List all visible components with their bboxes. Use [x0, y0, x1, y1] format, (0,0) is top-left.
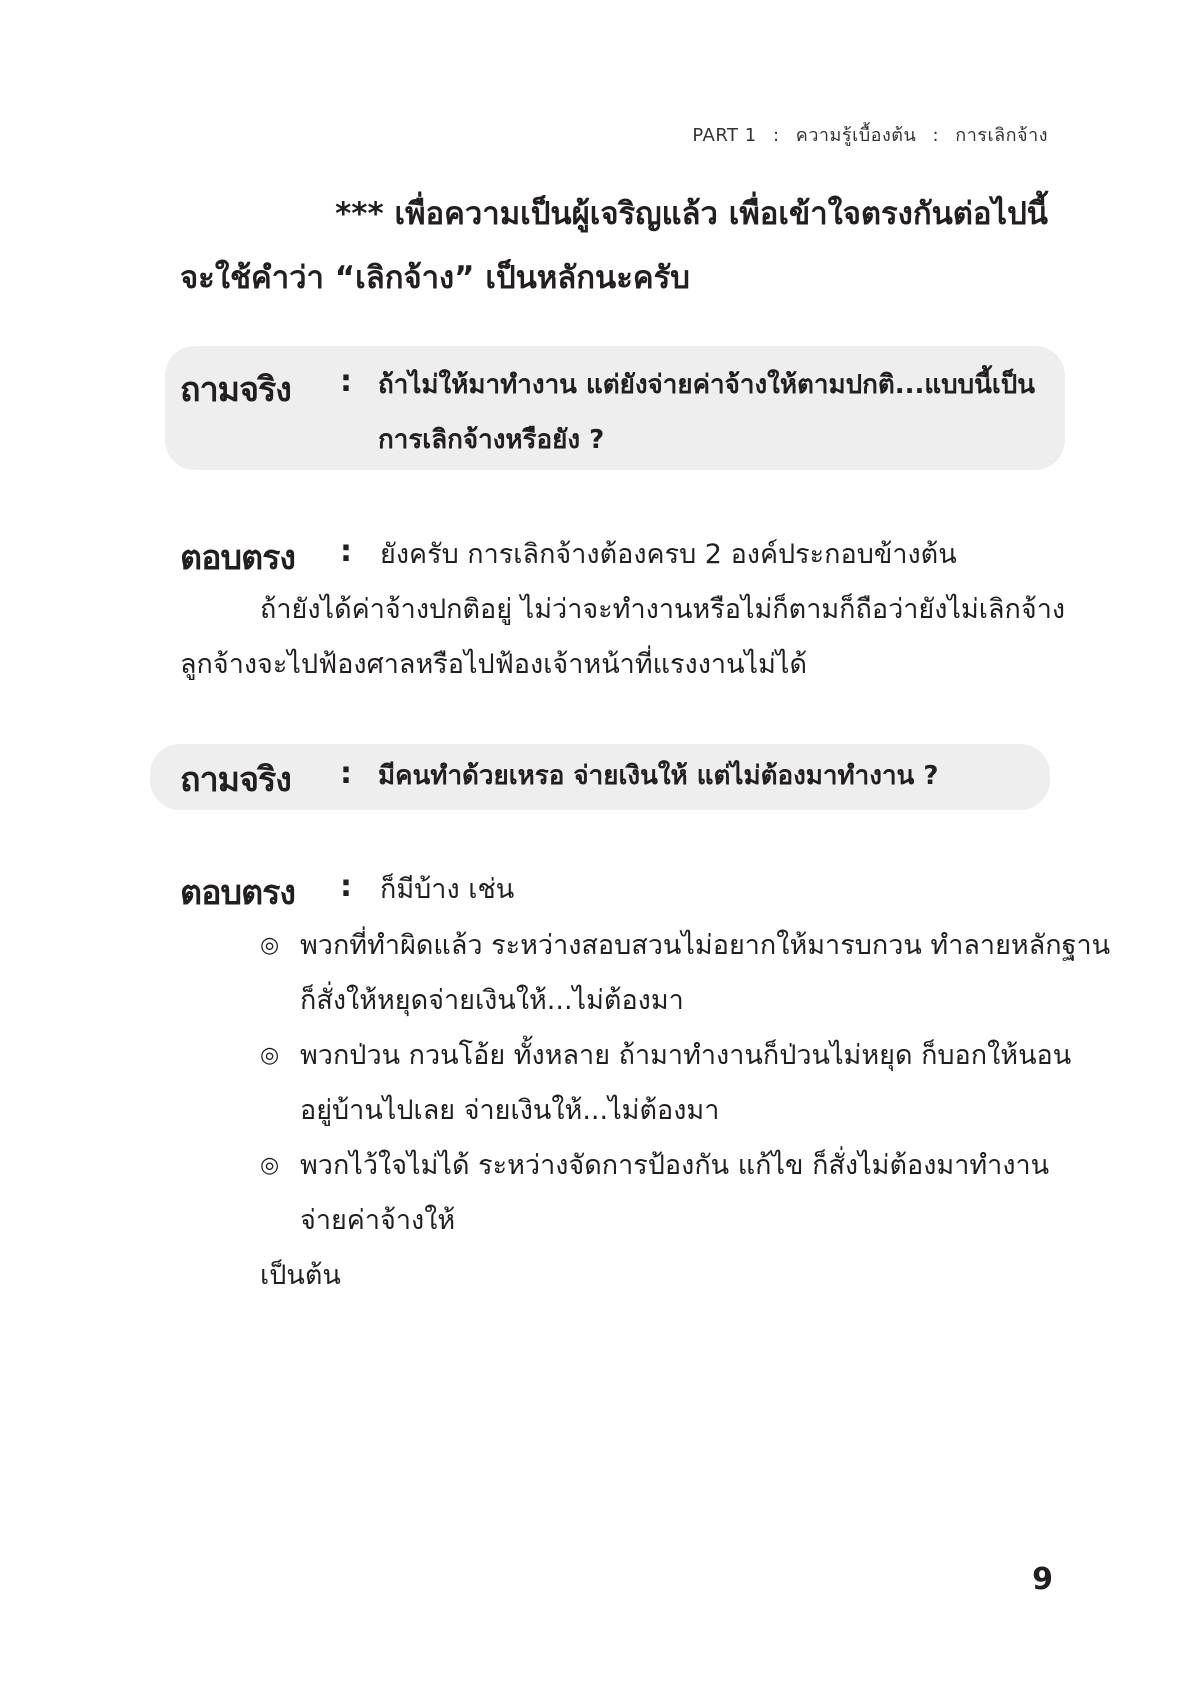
list-item-line-1: พวกที่ทำผิดแล้ว ระหว่างสอบสวนไม่อยากให้มารบกวน ทำลายหลักฐาน [300, 930, 1111, 961]
answer-text-line-1: ยังครับ การเลิกจ้างต้องครบ 2 องค์ประกอบข้างต้น [380, 539, 957, 570]
header-part: PART 1 [692, 125, 757, 146]
intro-line-1: *** เพื่อความเป็นผู้เจริญแล้ว เพื่อเข้าใจตรงกันต่อไปนี้ [335, 196, 1048, 232]
list-item-line-2: จ่ายค่าจ้างให้ [300, 1205, 456, 1236]
question-text: มีคนทำด้วยเหรอ จ่ายเงินให้ แต่ไม่ต้องมาทำงาน ? [378, 761, 939, 791]
answer-label: ตอบตรง [180, 873, 296, 913]
question-colon: : [340, 756, 352, 791]
bullet-icon: ◎ [260, 1043, 280, 1068]
answer-text-line-3: ลูกจ้างจะไปฟ้องศาลหรือไปฟ้องเจ้าหน้าที่แรงงานไม่ได้ [180, 649, 808, 680]
header-section: ความรู้เบื้องต้น [795, 125, 917, 146]
intro-paragraph [180, 182, 1048, 310]
answer-colon: : [340, 534, 352, 569]
bullet-icon: ◎ [260, 933, 280, 958]
list-item-line-1: พวกป่วน กวนโอ้ย ทั้งหลาย ถ้ามาทำงานก็ป่วนไม่หยุด ก็บอกให้นอน [300, 1040, 1072, 1071]
answer-label: ตอบตรง [180, 538, 296, 578]
question-text-line-2: การเลิกจ้างหรือยัง ? [378, 425, 605, 455]
header-separator: : [932, 125, 940, 146]
answer-text-line-1: ก็มีบ้าง เช่น [380, 874, 515, 905]
question-text-line-1: ถ้าไม่ให้มาทำงาน แต่ยังจ่ายค่าจ้างให้ตามปกติ...แบบนี้เป็น [378, 370, 1036, 400]
bullet-icon: ◎ [260, 1153, 280, 1178]
list-item [260, 1138, 1050, 1248]
page-number: 9 [1032, 1562, 1053, 1597]
example-list [260, 918, 1111, 1248]
answer-text-line-2: ถ้ายังได้ค่าจ้างปกติอยู่ ไม่ว่าจะทำงานหรือไม่ก็ตามก็ถือว่ายังไม่เลิกจ้าง [260, 594, 1066, 625]
question-colon: : [340, 364, 352, 399]
running-header [692, 120, 1048, 149]
question-label: ถามจริง [180, 370, 291, 410]
list-item-line-2: ก็สั่งให้หยุดจ่ายเงินให้...ไม่ต้องมา [300, 985, 684, 1016]
answer-colon: : [340, 869, 352, 904]
intro-line-2: จะใช้คำว่า “เลิกจ้าง” เป็นหลักนะครับ [180, 260, 690, 296]
header-separator: : [772, 125, 780, 146]
list-item [260, 1028, 1072, 1138]
list-item [260, 918, 1111, 1028]
question-label: ถามจริง [180, 760, 291, 800]
list-item-line-1: พวกไว้ใจไม่ได้ ระหว่างจัดการป้องกัน แก้ไข ก็สั่งไม่ต้องมาทำงาน [300, 1150, 1050, 1181]
header-topic: การเลิกจ้าง [955, 125, 1048, 146]
list-item-line-2: อยู่บ้านไปเลย จ่ายเงินให้...ไม่ต้องมา [300, 1095, 720, 1126]
closing-text: เป็นต้น [260, 1260, 341, 1291]
